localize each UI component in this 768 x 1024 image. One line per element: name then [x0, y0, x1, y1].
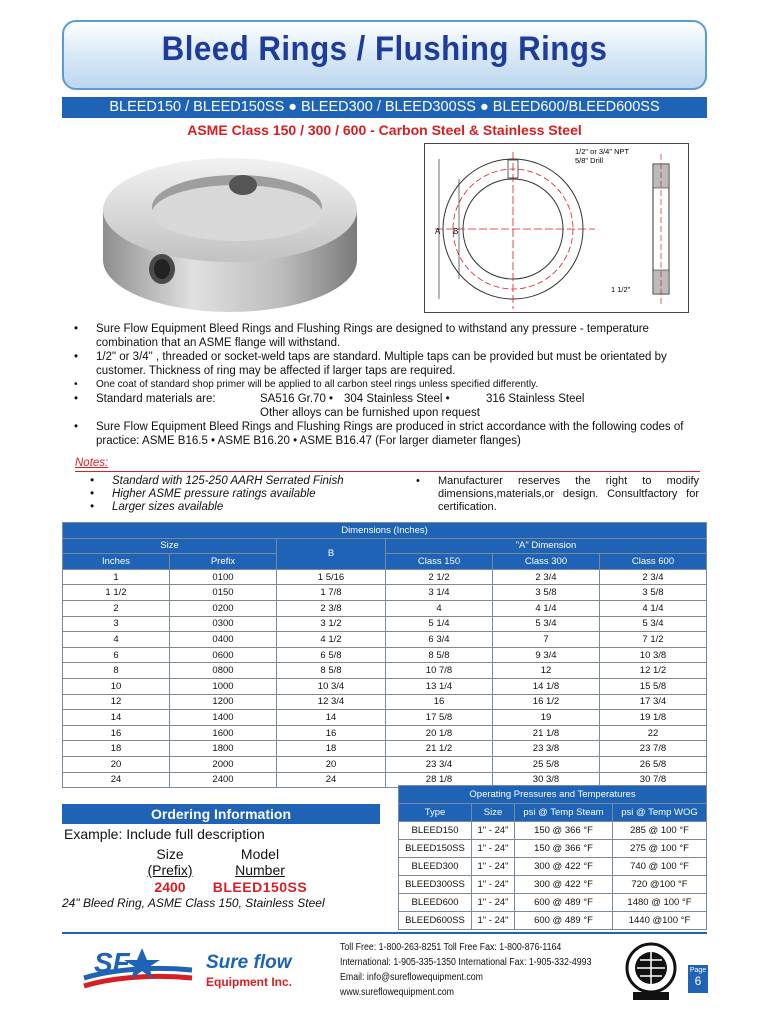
- page-number: 6: [694, 974, 702, 988]
- company-name: Sure flow: [206, 952, 292, 973]
- note-item: • Standard with 125-250 AARH Serrated Finish: [88, 475, 388, 488]
- table-cell: 1440 @100 °F: [613, 912, 707, 930]
- ordering-size-label: Size: [156, 846, 184, 862]
- table-cell: 7 1/2: [600, 632, 707, 648]
- materials-item: [72, 392, 702, 406]
- company-subname: Equipment Inc.: [206, 975, 293, 989]
- table-row: [399, 912, 707, 930]
- table-cell: 19 1/8: [600, 710, 707, 726]
- table-cell: 1" - 24": [472, 858, 515, 876]
- table-cell: 285 @ 100 °F: [613, 822, 707, 840]
- company-logo: [80, 940, 310, 1000]
- table-cell: 7: [493, 632, 600, 648]
- table-cell: BLEED600: [399, 894, 472, 912]
- table-row: [63, 678, 707, 694]
- iso-certification-seal: [625, 938, 677, 1004]
- table-row: [399, 840, 707, 858]
- table-cell: 0200: [170, 600, 277, 616]
- table-cell: 12 3/4: [277, 694, 386, 710]
- logo-initials: SF: [94, 947, 130, 978]
- table-cell: 1 1/2: [63, 585, 170, 601]
- table-cell: 16: [63, 725, 170, 741]
- npt-label: 1/2" or 3/4" NPT: [575, 147, 630, 156]
- table-cell: 1600: [170, 725, 277, 741]
- ordering-title: Ordering Information: [62, 804, 380, 824]
- page-subtitle: ASME Class 150 / 300 / 600 - Carbon Steel & Stainless Steel: [187, 122, 582, 138]
- table-cell: 720 @100 °F: [613, 876, 707, 894]
- table-cell: 17 3/4: [600, 694, 707, 710]
- table-cell: 25 5/8: [493, 756, 600, 772]
- table-cell: 10 7/8: [386, 663, 493, 679]
- page-indicator: [688, 965, 708, 993]
- notes-disclaimer: [414, 475, 699, 514]
- footer-divider: [62, 932, 707, 934]
- table-cell: 300 @ 422 °F: [515, 876, 613, 894]
- list-item: • Sure Flow Equipment Bleed Rings and Flushing Rings are produced in strict accordance with the following codes of practice: ASME B16.5 • ASME B16.20 • ASME B16.47 (For larger diameter flanges): [72, 420, 702, 448]
- table-cell: 8: [63, 663, 170, 679]
- contact-email-web[interactable]: Email: info@sureflowequipment.com www.sureflowequipment.com: [340, 972, 483, 998]
- table-cell: 4: [386, 600, 493, 616]
- table-cell: 12: [63, 694, 170, 710]
- material-304: 304 Stainless Steel •: [344, 393, 450, 405]
- table-cell: 22: [600, 725, 707, 741]
- table-cell: 30 3/8: [493, 772, 600, 788]
- table-cell: BLEED150: [399, 822, 472, 840]
- table-cell: 0300: [170, 616, 277, 632]
- feature-list: [72, 322, 702, 448]
- table-row: [63, 663, 707, 679]
- ordering-prefix-value: 2400: [154, 879, 186, 895]
- table-cell: 275 @ 100 °F: [613, 840, 707, 858]
- notes-list: [88, 475, 388, 514]
- table-cell: 0150: [170, 585, 277, 601]
- table-cell: 23 3/4: [386, 756, 493, 772]
- table-cell: BLEED300: [399, 858, 472, 876]
- dim-b-label: B: [453, 227, 459, 236]
- materials-other: Other alloys can be furnished upon request: [260, 407, 480, 419]
- table-cell: 2 3/4: [600, 569, 707, 585]
- table-cell: 18: [63, 741, 170, 757]
- table-cell: BLEED600SS: [399, 912, 472, 930]
- table-cell: 3 5/8: [600, 585, 707, 601]
- ordering-model-label: Model: [240, 846, 280, 862]
- table-cell: 10 3/4: [277, 678, 386, 694]
- table-cell: 5 3/4: [600, 616, 707, 632]
- table-cell: 1 7/8: [277, 585, 386, 601]
- table-cell: BLEED300SS: [399, 876, 472, 894]
- table-cell: 24: [277, 772, 386, 788]
- ordering-description: 24" Bleed Ring, ASME Class 150, Stainless Steel: [62, 896, 325, 910]
- table-cell: 16 1/2: [493, 694, 600, 710]
- col-prefix: Prefix: [170, 554, 277, 570]
- table-cell: 21 1/2: [386, 741, 493, 757]
- material-sa516: SA516 Gr.70 •: [260, 393, 334, 405]
- size-header: Size: [63, 538, 277, 554]
- table-row: [63, 741, 707, 757]
- table-row: [63, 569, 707, 585]
- table-row: [63, 694, 707, 710]
- table-cell: 300 @ 422 °F: [515, 858, 613, 876]
- table-cell: 23 3/8: [493, 741, 600, 757]
- table-cell: 150 @ 366 °F: [515, 822, 613, 840]
- table-cell: 1 5/16: [277, 569, 386, 585]
- col-wog: psi @ Temp WOG: [613, 804, 707, 822]
- list-item: • Sure Flow Equipment Bleed Rings and Flushing Rings are designed to withstand any pressure - temperature combination that an ASME flange will withstand.: [72, 322, 702, 350]
- table-cell: 2 3/4: [493, 569, 600, 585]
- table-row: [63, 710, 707, 726]
- table-cell: 1480 @ 100 °F: [613, 894, 707, 912]
- table-cell: 16: [386, 694, 493, 710]
- table-cell: 5 3/4: [493, 616, 600, 632]
- table-cell: 2000: [170, 756, 277, 772]
- table-cell: 4: [63, 632, 170, 648]
- table-row: [399, 876, 707, 894]
- table-cell: 1" - 24": [472, 912, 515, 930]
- table-row: [63, 616, 707, 632]
- table-cell: 1" - 24": [472, 894, 515, 912]
- table-cell: 15 5/8: [600, 678, 707, 694]
- table-cell: 2 1/2: [386, 569, 493, 585]
- table-cell: 1: [63, 569, 170, 585]
- dimensions-table: [62, 522, 707, 788]
- table-cell: 1000: [170, 678, 277, 694]
- col-steam: psi @ Temp Steam: [515, 804, 613, 822]
- table-row: [63, 725, 707, 741]
- ordering-model-value: BLEED150SS: [212, 879, 308, 895]
- materials-label: Standard materials are:: [96, 393, 216, 405]
- ordering-number-label: Number: [235, 862, 285, 878]
- table-cell: 0600: [170, 647, 277, 663]
- table-cell: 9 3/4: [493, 647, 600, 663]
- col-class150: Class 150: [386, 554, 493, 570]
- table-cell: 1400: [170, 710, 277, 726]
- table-cell: 600 @ 489 °F: [515, 894, 613, 912]
- table-cell: 12 1/2: [600, 663, 707, 679]
- table-cell: 1800: [170, 741, 277, 757]
- col-inches: Inches: [63, 554, 170, 570]
- table-cell: 3 1/4: [386, 585, 493, 601]
- table-cell: 14: [63, 710, 170, 726]
- table-cell: 2 3/8: [277, 600, 386, 616]
- contact-international: International: 1-905-335-1350 International Fax: 1-905-332-4993: [340, 957, 592, 968]
- model-numbers-bar: BLEED150 / BLEED150SS ● BLEED300 / BLEED300SS ● BLEED600/BLEED600SS: [62, 97, 707, 118]
- contact-phone: Toll Free: 1-800-263-8251 Toll Free Fax: 1-800-876-1164: [340, 942, 562, 953]
- table-cell: 21 1/8: [493, 725, 600, 741]
- table-cell: 13 1/4: [386, 678, 493, 694]
- table-cell: 19: [493, 710, 600, 726]
- table-row: [399, 858, 707, 876]
- table-cell: 8 5/8: [277, 663, 386, 679]
- table-row: [63, 585, 707, 601]
- table-cell: 2: [63, 600, 170, 616]
- table-cell: BLEED150SS: [399, 840, 472, 858]
- table-cell: 10 3/8: [600, 647, 707, 663]
- note-item: • Manufacturer reserves the right to modify dimensions,materials,or design. Consultfactory for certification.: [414, 475, 699, 514]
- table-cell: 0400: [170, 632, 277, 648]
- list-item: • 1/2" or 3/4" , threaded or socket-weld taps are standard. Multiple taps can be provided but must be orientated by customer. Thickness of ring may be affected if larger taps are required.: [72, 350, 702, 378]
- table-cell: 26 5/8: [600, 756, 707, 772]
- table-cell: 12: [493, 663, 600, 679]
- table-cell: 17 5/8: [386, 710, 493, 726]
- table-row: [63, 647, 707, 663]
- ordering-example: Example: Include full description: [64, 826, 265, 842]
- col-class600: Class 600: [600, 554, 707, 570]
- table-cell: 1200: [170, 694, 277, 710]
- table-cell: 8 5/8: [386, 647, 493, 663]
- col-size: Size: [472, 804, 515, 822]
- bleed-ring-photo: [95, 145, 365, 315]
- pressure-table: [398, 785, 707, 930]
- list-item: • One coat of standard shop primer will be applied to all carbon steel rings unless specified differently.: [72, 378, 702, 392]
- ring-technical-drawing: [424, 143, 689, 313]
- table-cell: 14 1/8: [493, 678, 600, 694]
- table-cell: 4 1/4: [493, 600, 600, 616]
- table-row: [63, 756, 707, 772]
- table-cell: 18: [277, 741, 386, 757]
- table-cell: 740 @ 100 °F: [613, 858, 707, 876]
- contact-info: [340, 940, 595, 1000]
- note-item: • Higher ASME pressure ratings available: [88, 488, 388, 501]
- notes-divider: [75, 471, 700, 472]
- table-cell: 3 1/2: [277, 616, 386, 632]
- table-cell: 10: [63, 678, 170, 694]
- table-title: Operating Pressures and Temperatures: [399, 786, 707, 804]
- table-cell: 4 1/2: [277, 632, 386, 648]
- table-cell: 6: [63, 647, 170, 663]
- material-316: 316 Stainless Steel: [486, 393, 585, 405]
- table-cell: 28 1/8: [386, 772, 493, 788]
- b-header: B: [277, 538, 386, 569]
- table-cell: 0800: [170, 663, 277, 679]
- table-cell: 3: [63, 616, 170, 632]
- note-item: • Larger sizes available: [88, 501, 388, 514]
- col-class300: Class 300: [493, 554, 600, 570]
- table-cell: 20: [277, 756, 386, 772]
- table-cell: 600 @ 489 °F: [515, 912, 613, 930]
- table-cell: 20: [63, 756, 170, 772]
- table-cell: 23 7/8: [600, 741, 707, 757]
- table-cell: 14: [277, 710, 386, 726]
- table-cell: 5 1/4: [386, 616, 493, 632]
- drill-label: 5/8" Drill: [575, 156, 604, 165]
- table-cell: 150 @ 366 °F: [515, 840, 613, 858]
- table-cell: 30 7/8: [600, 772, 707, 788]
- table-row: [399, 822, 707, 840]
- table-row: [399, 894, 707, 912]
- table-cell: 16: [277, 725, 386, 741]
- thickness-label: 1 1/2": [611, 285, 631, 294]
- a-dimension-header: "A" Dimension: [386, 538, 707, 554]
- table-cell: 1" - 24": [472, 840, 515, 858]
- table-cell: 6 3/4: [386, 632, 493, 648]
- table-title: Dimensions (Inches): [63, 523, 707, 539]
- dim-a-label: A: [435, 227, 441, 236]
- table-row: [63, 600, 707, 616]
- table-row: [63, 632, 707, 648]
- table-cell: 6 5/8: [277, 647, 386, 663]
- table-cell: 20 1/8: [386, 725, 493, 741]
- ordering-prefix-label: (Prefix): [147, 862, 193, 878]
- notes-label: Notes:: [75, 457, 109, 469]
- table-cell: 4 1/4: [600, 600, 707, 616]
- table-cell: 0100: [170, 569, 277, 585]
- table-cell: 1" - 24": [472, 876, 515, 894]
- table-cell: 2400: [170, 772, 277, 788]
- table-cell: 3 5/8: [493, 585, 600, 601]
- page-title: Bleed Rings / Flushing Rings: [161, 30, 608, 68]
- table-cell: 1" - 24": [472, 822, 515, 840]
- table-cell: 24: [63, 772, 170, 788]
- page-label: Page: [689, 967, 707, 974]
- col-type: Type: [399, 804, 472, 822]
